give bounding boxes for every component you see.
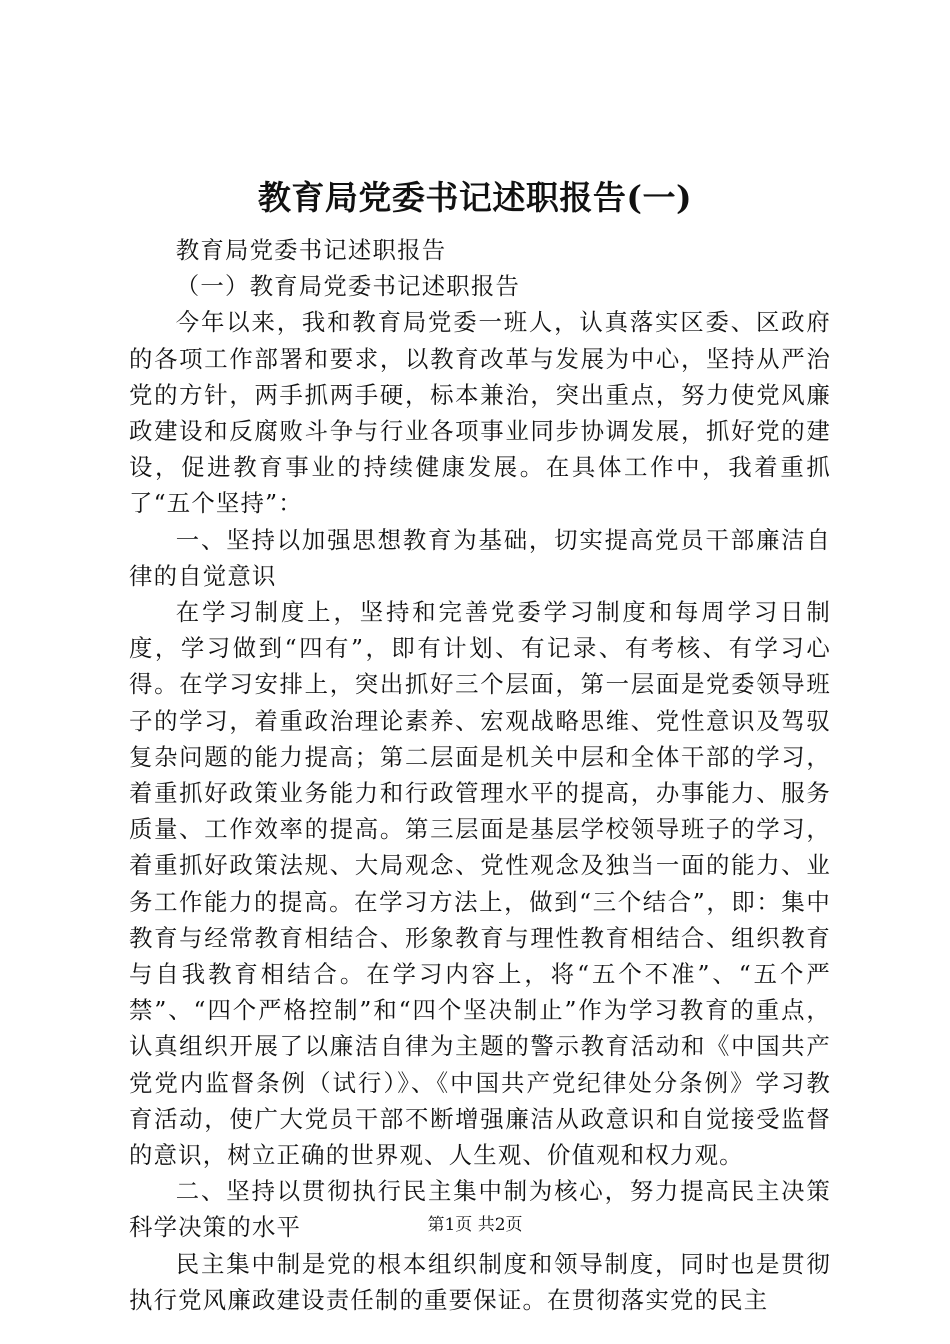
page-footer: 第1页 共2页 <box>427 1215 523 1235</box>
subtitle-paragraph: 教育局党委书记述职报告 <box>175 236 447 264</box>
section-heading: 一、坚持以加强思想教育为基础，切实提高党员干部廉洁自律的自觉意识 <box>129 525 831 590</box>
document-body <box>129 232 831 1318</box>
section-heading: 二、坚持以贯彻执行民主集中制为核心，努力提高民主决策科学决策的水平 <box>129 1177 831 1242</box>
body-paragraph: 今年以来，我和教育局党委一班人，认真落实区委、区政府的各项工作部署和要求，以教育改革与发展为中心，坚持从严治党的方针，两手抓两手硬，标本兼治，突出重点，努力使党风廉政建设和反腐败斗争与行业各项事业同步协调发展，抓好党的建设，促进教育事业的持续健康发展。在具体工作中，我着重抓了“五个坚持”： <box>129 308 831 518</box>
subtitle-paragraph: （一）教育局党委书记述职报告 <box>175 272 521 301</box>
document-title: 教育局党委书记述职报告(一) <box>257 178 693 217</box>
body-paragraph: 在学习制度上，坚持和完善党委学习制度和每周学习日制度，学习做到“四有”，即有计划、有记录、有考核、有学习心得。在学习安排上，突出抓好三个层面，第一层面是党委领导班子的学习，着重政治理论素养、宏观战略思维、党性意识及驾驭复杂问题的能力提高；第二层面是机关中层和全体干部的学习，着重抓好政策业务能力和行政管理水平的提高，办事能力、服务质量、工作效率的提高。第三层面是基层学校领导班子的学习，着重抓好政策法规、大局观念、党性观念及独当一面的能力、业务工作能力的提高。在学习方法上，做到“三个结合”，即：集中教育与经常教育相结合、形象教育与理性教育相结合、组织教育与自我教育相结合。在学习内容上，将“五个不准”、“五个严禁”、“四个严格控制”和“四个坚决制止”作为学习教育的重点，认真组织开展了以廉洁自律为主题的警示教育活动和《中国共产党党内监督条例（试行）》、《中国共产党纪律处分条例》学习教育活动，使广大党员干部不断增强廉洁从政意识和自觉接受监督的意识，树立正确的世界观、人生观、价值观和权力观。 <box>129 598 831 1170</box>
body-paragraph: 民主集中制是党的根本组织制度和领导制度，同时也是贯彻执行党风廉政建设责任制的重要保证。在贯彻落实党的民主 <box>129 1249 831 1314</box>
